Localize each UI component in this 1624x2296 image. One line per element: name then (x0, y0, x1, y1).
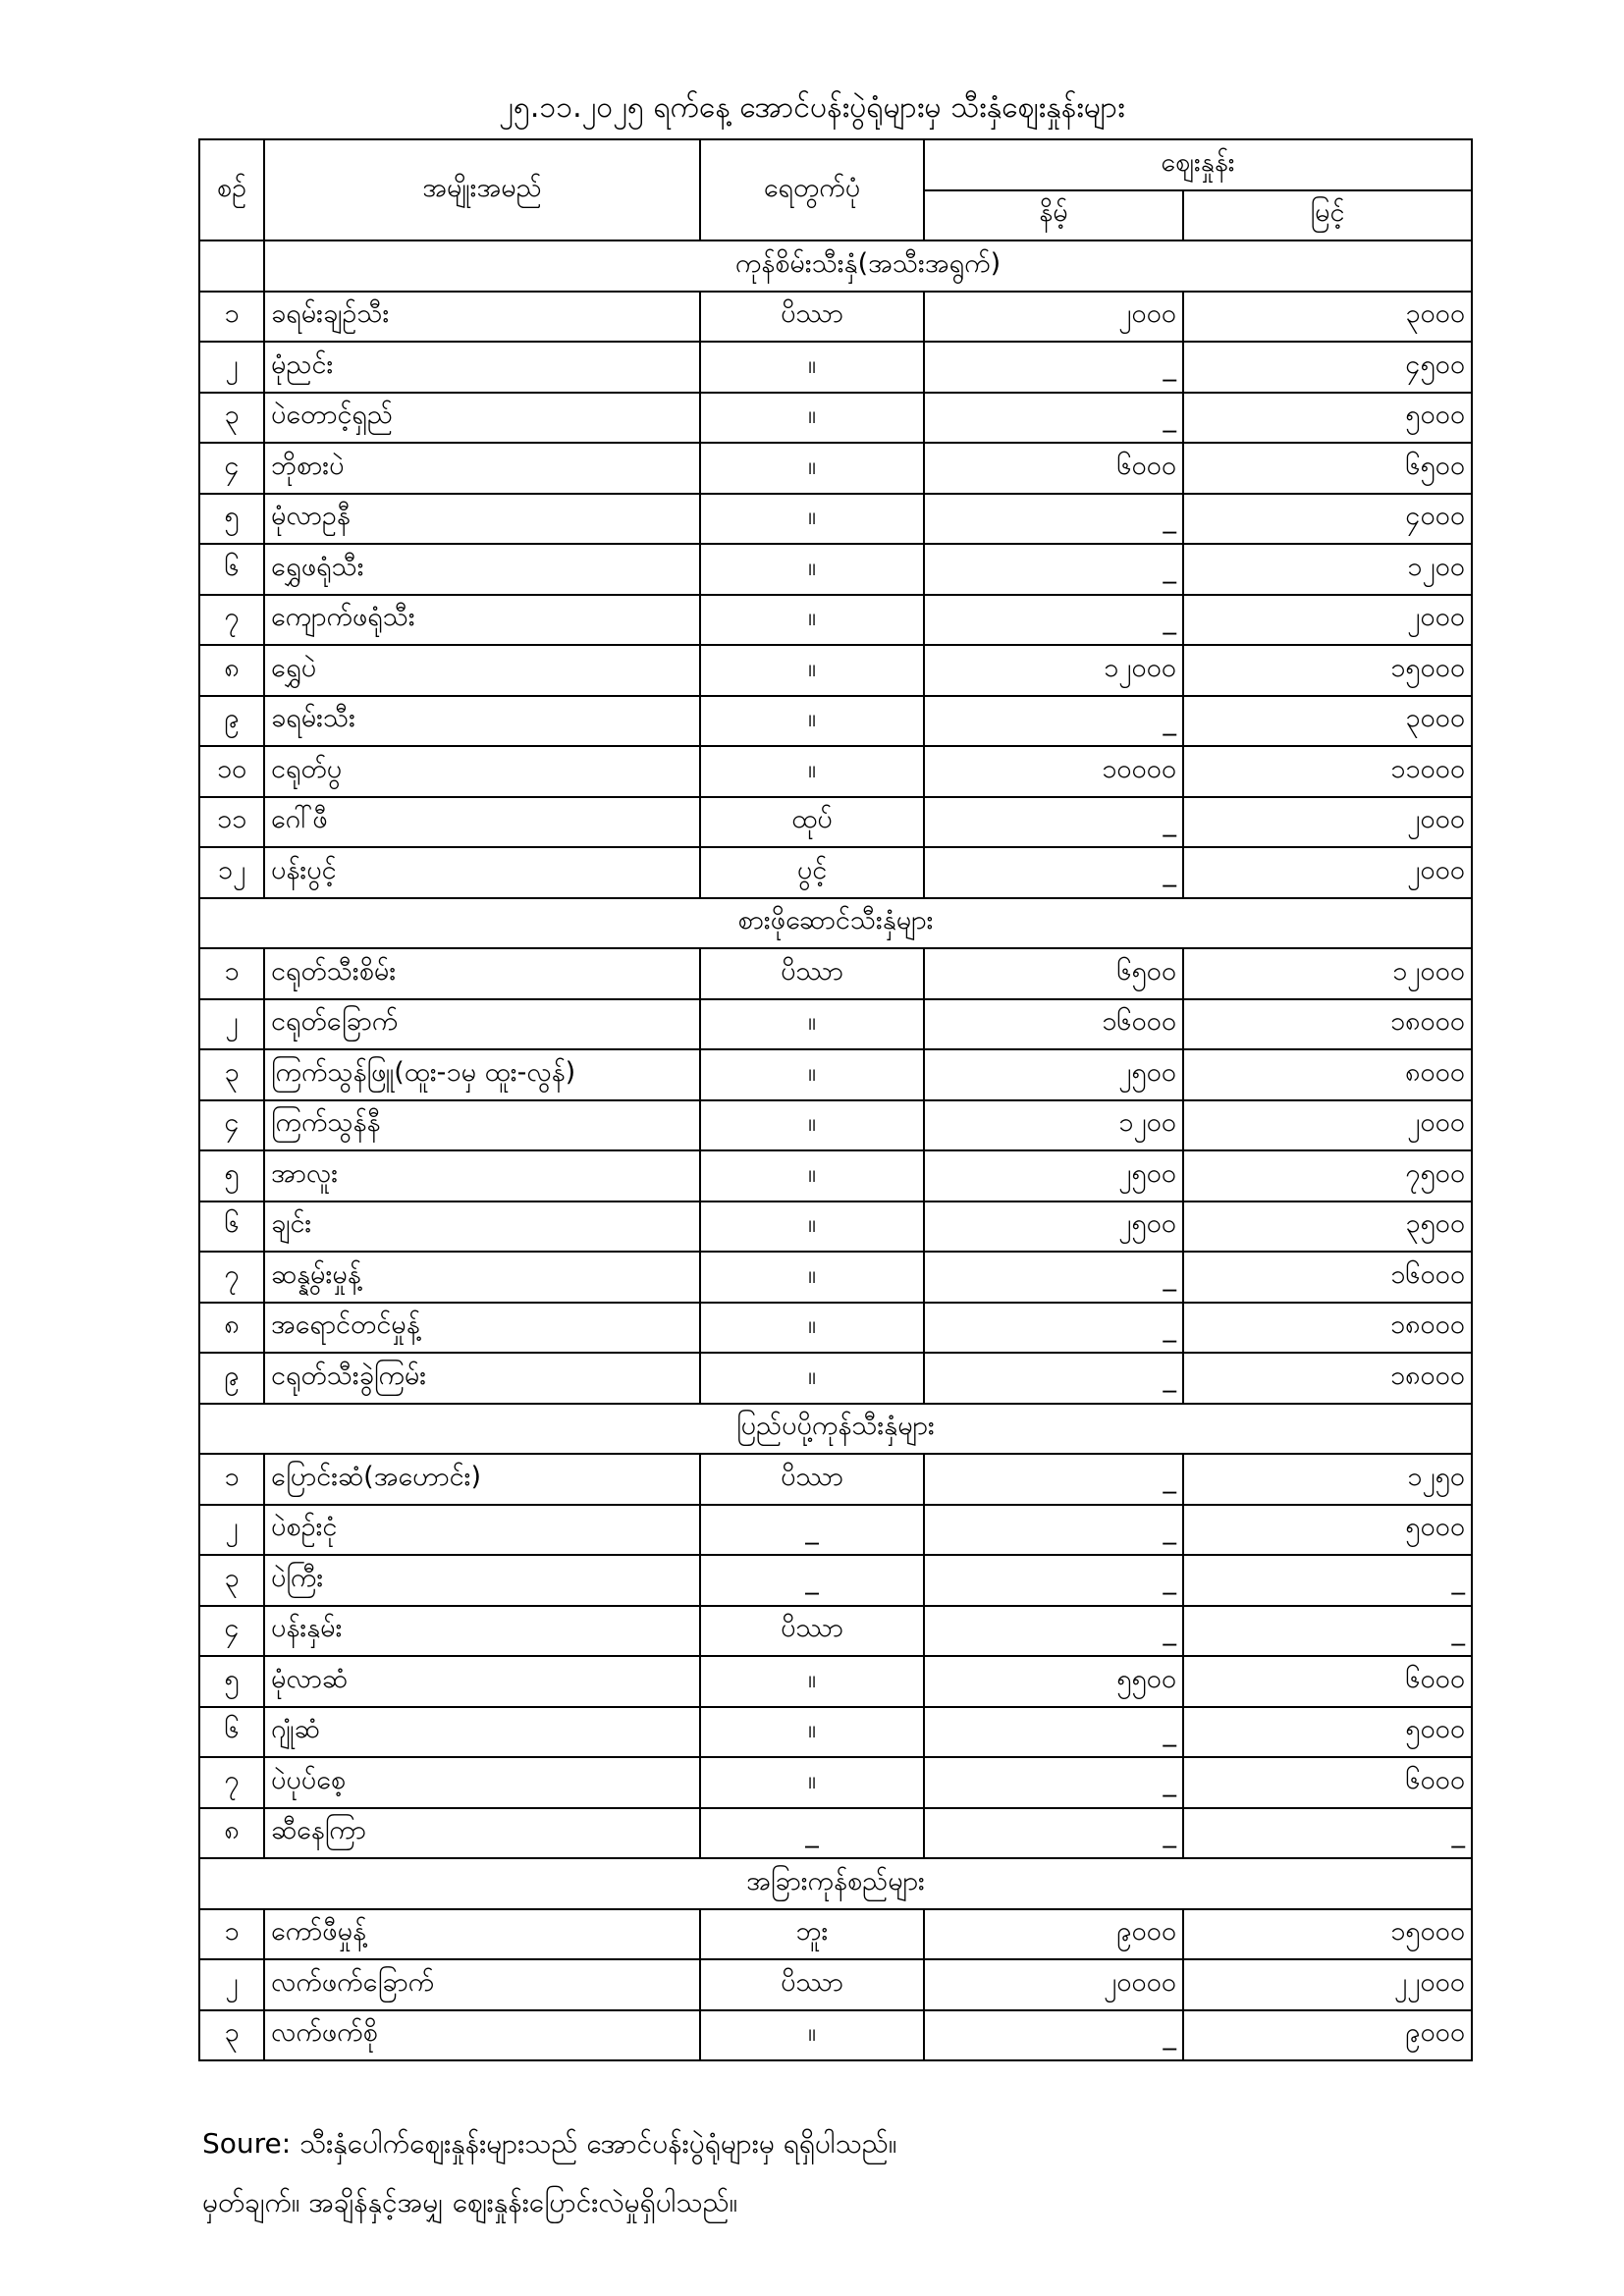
header-high: မြင့် (1183, 190, 1472, 241)
cell-name: ကျောက်ဖရုံသီး (264, 595, 700, 646)
cell-no: ၅ (199, 1656, 264, 1707)
section-row (199, 898, 1472, 949)
cell-low: ၂၀၀၀၀ (924, 1959, 1183, 2010)
cell-unit: ။ (700, 544, 924, 595)
cell-high: ၁၂၀၀၀ (1183, 948, 1472, 999)
page-title: ၂၅.၁၁.၂၀၂၅ ရက်နေ့ အောင်ပန်းပွဲရုံများမှ သီးနှံဈေးနှုန်းများ (499, 90, 1125, 125)
table-body (199, 240, 1472, 2060)
cell-low: ၂၅၀၀ (924, 1049, 1183, 1100)
cell-unit: ။ (700, 494, 924, 545)
cell-low: _ (924, 342, 1183, 393)
cell-high: ၂၀၀၀ (1183, 797, 1472, 848)
cell-unit: ပိဿာ (700, 1959, 924, 2010)
section-blank-cell (199, 240, 264, 292)
cell-unit: ။ (700, 1303, 924, 1354)
cell-low: ၂၅၀၀ (924, 1201, 1183, 1253)
cell-low: ၁၆၀၀၀ (924, 999, 1183, 1050)
cell-no: ၁ (199, 292, 264, 343)
table-row (199, 393, 1472, 444)
section-title: စားဖိုဆောင်သီးနှံများ (199, 898, 1472, 949)
cell-low: ၂၀၀၀ (924, 292, 1183, 343)
cell-unit: ။ (700, 1707, 924, 1758)
cell-high: ၂၀၀၀ (1183, 1100, 1472, 1151)
table-row (199, 746, 1472, 797)
cell-name: ဆန္နွမ်းမှုန့် (264, 1252, 700, 1303)
cell-low: _ (924, 1454, 1183, 1505)
table-row (199, 696, 1472, 747)
cell-name: လက်ဖက်ခြောက် (264, 1959, 700, 2010)
cell-unit: ။ (700, 1252, 924, 1303)
cell-name: ပြောင်းဆံ(အဟောင်း) (264, 1454, 700, 1505)
table-row (199, 645, 1472, 696)
cell-high: ၁၅၀၀၀ (1183, 645, 1472, 696)
cell-high: ၆၅၀၀ (1183, 443, 1472, 494)
cell-no: ၄ (199, 443, 264, 494)
cell-no: ၅ (199, 1150, 264, 1201)
section-title: ကုန်စိမ်းသီးနှံ(အသီးအရွက်) (264, 240, 1472, 292)
cell-name: ပဲကြီး (264, 1555, 700, 1606)
cell-name: ဂျုံဆံ (264, 1707, 700, 1758)
cell-name: လက်ဖက်စို (264, 2010, 700, 2061)
table-row (199, 292, 1472, 343)
table-row (199, 1757, 1472, 1808)
cell-high: ၇၅၀၀ (1183, 1150, 1472, 1201)
cell-unit: ။ (700, 1656, 924, 1707)
cell-unit: ။ (700, 645, 924, 696)
cell-no: ၃ (199, 393, 264, 444)
table-row (199, 948, 1472, 999)
table-row (199, 999, 1472, 1050)
cell-high: ၅၀၀၀ (1183, 393, 1472, 444)
table-row (199, 443, 1472, 494)
table-row (199, 1959, 1472, 2010)
table-row (199, 342, 1472, 393)
cell-name: ငရုတ်သီးစိမ်း (264, 948, 700, 999)
cell-high: ၆၀၀၀ (1183, 1656, 1472, 1707)
cell-no: ၁၀ (199, 746, 264, 797)
cell-no: ၁ (199, 1909, 264, 1960)
cell-unit: ပိဿာ (700, 1606, 924, 1657)
cell-unit: ပိဿာ (700, 948, 924, 999)
cell-high: ၃၅၀၀ (1183, 1201, 1472, 1253)
cell-no: ၁ (199, 1454, 264, 1505)
table-row (199, 1808, 1472, 1859)
cell-high: ၅၀၀၀ (1183, 1707, 1472, 1758)
table-row (199, 1201, 1472, 1253)
cell-unit: ထုပ် (700, 797, 924, 848)
cell-no: ၁၂ (199, 847, 264, 898)
cell-unit: ။ (700, 1150, 924, 1201)
cell-high: ၁၅၀၀၀ (1183, 1909, 1472, 1960)
cell-low: _ (924, 1707, 1183, 1758)
cell-low: _ (924, 1252, 1183, 1303)
table-row (199, 847, 1472, 898)
cell-no: ၈ (199, 645, 264, 696)
cell-low: ၆၅၀၀ (924, 948, 1183, 999)
section-row (199, 1404, 1472, 1455)
section-row (199, 240, 1472, 292)
cell-no: ၁ (199, 948, 264, 999)
table-row (199, 1707, 1472, 1758)
cell-name: ကော်ဖီမှုန့် (264, 1909, 700, 1960)
cell-low: _ (924, 1757, 1183, 1808)
table-row (199, 1303, 1472, 1354)
cell-high: ၈၀၀၀ (1183, 1049, 1472, 1100)
cell-low: _ (924, 494, 1183, 545)
cell-name: ခရမ်းသီး (264, 696, 700, 747)
table-row (199, 1555, 1472, 1606)
cell-low: _ (924, 595, 1183, 646)
cell-high: ၂၀၀၀ (1183, 595, 1472, 646)
cell-name: ဘိုစားပဲ (264, 443, 700, 494)
header-low: နိမ့် (924, 190, 1183, 241)
table-row (199, 494, 1472, 545)
cell-no: ၃ (199, 1555, 264, 1606)
cell-unit: ။ (700, 595, 924, 646)
cell-high: ၁၆၀၀၀ (1183, 1252, 1472, 1303)
cell-low: ၁၂၀၀ (924, 1100, 1183, 1151)
cell-low: ၆၀၀၀ (924, 443, 1183, 494)
table-row (199, 1909, 1472, 1960)
cell-name: ပန်းနှမ်း (264, 1606, 700, 1657)
table-row (199, 1150, 1472, 1201)
cell-low: _ (924, 1808, 1183, 1859)
cell-high: ၂၂၀၀၀ (1183, 1959, 1472, 2010)
cell-low: _ (924, 393, 1183, 444)
cell-name: ချင်း (264, 1201, 700, 1253)
cell-high: ၁၁၀၀၀ (1183, 746, 1472, 797)
cell-unit: ။ (700, 999, 924, 1050)
cell-no: ၇ (199, 1757, 264, 1808)
cell-high: ၂၀၀၀ (1183, 847, 1472, 898)
cell-low: _ (924, 544, 1183, 595)
cell-unit: ။ (700, 393, 924, 444)
header-no: စဉ် (199, 139, 264, 240)
cell-low: ၁၀၀၀၀ (924, 746, 1183, 797)
cell-name: ပဲစဉ်းငုံ (264, 1505, 700, 1556)
cell-name: အာလူး (264, 1150, 700, 1201)
cell-high: _ (1183, 1606, 1472, 1657)
cell-high: ၉၀၀၀ (1183, 2010, 1472, 2061)
cell-name: ကြက်သွန်နီ (264, 1100, 700, 1151)
header-price: ဈေးနှုန်း (924, 139, 1472, 190)
cell-no: ၂ (199, 1505, 264, 1556)
cell-low: _ (924, 1555, 1183, 1606)
cell-name: ပဲပုပ်စေ့ (264, 1757, 700, 1808)
cell-unit: ။ (700, 1049, 924, 1100)
cell-unit: ပွင့် (700, 847, 924, 898)
cell-unit: _ (700, 1555, 924, 1606)
cell-high: ၃၀၀၀ (1183, 292, 1472, 343)
cell-no: ၂ (199, 1959, 264, 2010)
section-title: အခြားကုန်စည်များ (199, 1858, 1472, 1909)
cell-high: _ (1183, 1808, 1472, 1859)
cell-high: ၄၅၀၀ (1183, 342, 1472, 393)
cell-no: ၃ (199, 1049, 264, 1100)
cell-no: ၇ (199, 1252, 264, 1303)
header-unit: ရေတွက်ပုံ (700, 139, 924, 240)
cell-high: ၅၀၀၀ (1183, 1505, 1472, 1556)
table-row (199, 1606, 1472, 1657)
cell-name: မုံလာဆံ (264, 1656, 700, 1707)
cell-name: ခရမ်းချဉ်သီး (264, 292, 700, 343)
cell-name: ရွှေဖရုံသီး (264, 544, 700, 595)
cell-high: ၁၈၀၀၀ (1183, 1303, 1472, 1354)
header-name: အမျိုးအမည် (264, 139, 700, 240)
table-row (199, 1353, 1472, 1404)
cell-name: မုံလာဥနီ (264, 494, 700, 545)
cell-low: _ (924, 1353, 1183, 1404)
cell-no: ၈ (199, 1303, 264, 1354)
table-row (199, 1049, 1472, 1100)
cell-low: ၉၀၀၀ (924, 1909, 1183, 1960)
cell-name: ရွှေပဲ (264, 645, 700, 696)
cell-unit: ။ (700, 1757, 924, 1808)
cell-no: ၄ (199, 1606, 264, 1657)
cell-unit: ။ (700, 443, 924, 494)
cell-name: ပဲတောင့်ရှည် (264, 393, 700, 444)
cell-low: _ (924, 1606, 1183, 1657)
cell-unit: ပိဿာ (700, 292, 924, 343)
cell-unit: ။ (700, 746, 924, 797)
price-table (198, 138, 1473, 2061)
table-row (199, 1656, 1472, 1707)
cell-name: အရောင်တင်မှုန့် (264, 1303, 700, 1354)
cell-low: _ (924, 797, 1183, 848)
remark-note: မှတ်ချက်။ အချိန်နှင့်အမျှ ဈေးနှုန်းပြောင်းလဲမှုရှိပါသည်။ (202, 2186, 738, 2218)
cell-low: _ (924, 847, 1183, 898)
cell-name: ဂေါ်ဖီ (264, 797, 700, 848)
cell-unit: ။ (700, 1100, 924, 1151)
cell-no: ၂ (199, 342, 264, 393)
cell-no: ၆ (199, 544, 264, 595)
cell-high: ၁၈၀၀၀ (1183, 1353, 1472, 1404)
table-row (199, 1505, 1472, 1556)
cell-no: ၆ (199, 1201, 264, 1253)
cell-low: ၁၂၀၀၀ (924, 645, 1183, 696)
cell-low: _ (924, 696, 1183, 747)
cell-no: ၂ (199, 999, 264, 1050)
cell-name: ဆီနေကြာ (264, 1808, 700, 1859)
cell-no: ၃ (199, 2010, 264, 2061)
cell-unit: _ (700, 1808, 924, 1859)
cell-name: ကြက်သွန်ဖြူ(ထူး-၁မှ ထူး-လွန်) (264, 1049, 700, 1100)
table-row (199, 797, 1472, 848)
cell-unit: ။ (700, 2010, 924, 2061)
cell-name: ငရုတ်သီးခွဲကြမ်း (264, 1353, 700, 1404)
cell-high: ၁၈၀၀၀ (1183, 999, 1472, 1050)
cell-high: ၄၀၀၀ (1183, 494, 1472, 545)
table-row (199, 544, 1472, 595)
cell-no: ၅ (199, 494, 264, 545)
table-row (199, 1252, 1472, 1303)
cell-no: ၆ (199, 1707, 264, 1758)
cell-high: ၁၂၅၀ (1183, 1454, 1472, 1505)
cell-name: မုံညင်း (264, 342, 700, 393)
cell-low: _ (924, 2010, 1183, 2061)
cell-no: ၁၁ (199, 797, 264, 848)
table-row (199, 595, 1472, 646)
section-title: ပြည်ပပို့ကုန်သီးနှံများ (199, 1404, 1472, 1455)
cell-no: ၄ (199, 1100, 264, 1151)
table-row (199, 1100, 1472, 1151)
cell-low: _ (924, 1303, 1183, 1354)
cell-name: ပန်းပွင့် (264, 847, 700, 898)
cell-low: ၅၅၀၀ (924, 1656, 1183, 1707)
cell-no: ၉ (199, 696, 264, 747)
cell-unit: ။ (700, 1201, 924, 1253)
cell-high: _ (1183, 1555, 1472, 1606)
cell-no: ၈ (199, 1808, 264, 1859)
cell-high: ၆၀၀၀ (1183, 1757, 1472, 1808)
cell-no: ၉ (199, 1353, 264, 1404)
cell-low: _ (924, 1505, 1183, 1556)
cell-unit: ဘူး (700, 1909, 924, 1960)
cell-name: ငရုတ်ပွ (264, 746, 700, 797)
cell-name: ငရုတ်ခြောက် (264, 999, 700, 1050)
table-row (199, 1454, 1472, 1505)
cell-unit: ။ (700, 696, 924, 747)
cell-unit: ပိဿာ (700, 1454, 924, 1505)
cell-high: ၁၂၀၀ (1183, 544, 1472, 595)
cell-low: ၂၅၀၀ (924, 1150, 1183, 1201)
cell-unit: ။ (700, 1353, 924, 1404)
cell-unit: _ (700, 1505, 924, 1556)
cell-unit: ။ (700, 342, 924, 393)
cell-high: ၃၀၀၀ (1183, 696, 1472, 747)
table-row (199, 2010, 1472, 2061)
source-note: Soure: သီးနှံပေါက်ဈေးနှုန်းများသည် အောင်ပန်းပွဲရုံများမှ ရရှိပါသည်။ (202, 2127, 897, 2160)
section-row (199, 1858, 1472, 1909)
cell-no: ၇ (199, 595, 264, 646)
